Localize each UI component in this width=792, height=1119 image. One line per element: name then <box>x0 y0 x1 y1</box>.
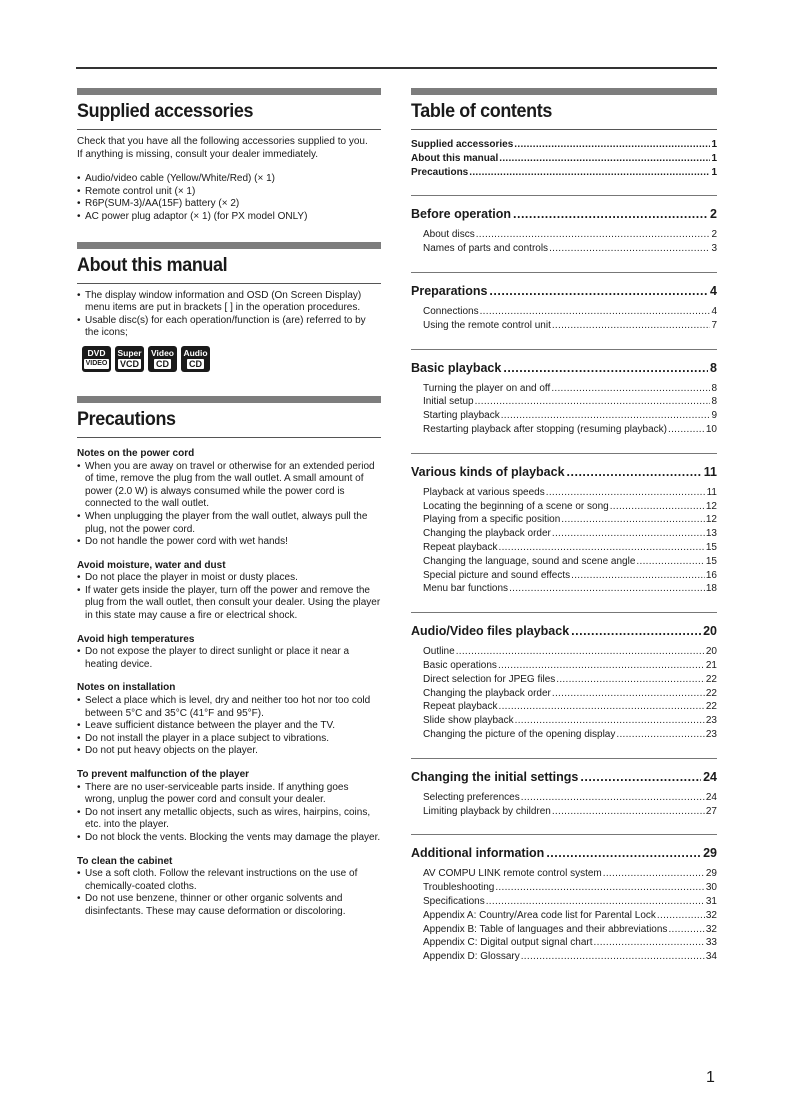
accessories-intro <box>77 136 381 161</box>
icon-bottom-label: VCD <box>119 359 139 370</box>
list-item: • The display window information and OSD (On Screen Display) menu items are put in brackets [ ] in the operation procedures. <box>77 290 381 315</box>
list-item: • When you are away on travel or otherwise for an extended period of time, remove the plug from the wall outlet. A small amount of power (2.0 W) is always consumed while the power cord is connected to the wall outlet. <box>77 461 381 511</box>
toc-leader-dots <box>513 206 708 222</box>
toc-entry[interactable] <box>423 700 717 714</box>
toc-page-number: 8 <box>711 382 717 394</box>
toc-entry-title: Appendix D: Glossary <box>423 951 520 963</box>
toc-group-rule <box>411 834 717 835</box>
toc-page-number: 34 <box>705 951 717 963</box>
list-item: • When unplugging the player from the wall outlet, always pull the plug, not the power cord. <box>77 511 381 536</box>
toc-entry[interactable] <box>423 486 717 500</box>
toc-page-number: 32 <box>705 923 717 935</box>
toc-leader-dots <box>521 791 705 805</box>
toc-entry-title: Additional information <box>411 846 545 861</box>
toc-entry-title: Changing the language, sound and scene angle <box>423 555 636 567</box>
toc-group-rule <box>411 453 717 454</box>
toc-leader-dots <box>546 845 701 861</box>
section-title: Precautions <box>77 407 176 430</box>
toc-groups <box>411 195 717 964</box>
toc-entry[interactable] <box>423 659 717 673</box>
toc-entry-title: Precautions <box>411 166 469 178</box>
toc-page-number: 3 <box>711 243 717 255</box>
toc-group-rule <box>411 612 717 613</box>
toc-entry-title: Playing from a specific position <box>423 514 561 526</box>
toc-leader-dots <box>551 382 710 396</box>
left-column <box>77 88 381 919</box>
toc-page-number: 12 <box>705 500 717 512</box>
precaution-list <box>77 572 381 622</box>
intro-line: Check that you have all the following accessories supplied to you. <box>77 136 368 147</box>
toc-entry-title: About this manual <box>411 152 499 164</box>
toc-entry[interactable] <box>423 555 717 569</box>
toc-group-rule <box>411 195 717 196</box>
section-rule <box>411 129 717 130</box>
toc-page-number: 32 <box>705 909 717 921</box>
toc-page-number: 2 <box>710 207 717 222</box>
toc-leader-dots <box>501 409 711 423</box>
toc-entry-title: Starting playback <box>423 410 500 422</box>
right-column <box>411 88 717 964</box>
precautions-section <box>77 396 381 919</box>
toc-entry-title: AV COMPU LINK remote control system <box>423 868 602 880</box>
icon-top-label: Video <box>151 348 174 359</box>
toc-entry[interactable] <box>423 645 717 659</box>
subsection-heading: Notes on installation <box>77 682 176 694</box>
toc-entry[interactable] <box>423 409 717 423</box>
toc-entry[interactable] <box>423 228 717 242</box>
toc-entry-title: Special picture and sound effects <box>423 569 571 581</box>
toc-entry-title: Locating the beginning of a scene or song <box>423 500 609 512</box>
toc-leader-dots <box>561 513 705 527</box>
toc-page-number: 23 <box>705 715 717 727</box>
toc-page-number: 29 <box>705 868 717 880</box>
list-item: • Do not use benzene, thinner or other organic solvents and disinfectants. These may cause deformation or discoloring. <box>77 893 381 918</box>
toc-entry[interactable] <box>423 791 717 805</box>
toc-entry[interactable] <box>423 805 717 819</box>
toc-group-rule <box>411 349 717 350</box>
toc-entry-title: Appendix A: Country/Area code list for Parental Lock <box>423 909 656 921</box>
toc-page-number: 21 <box>705 659 717 671</box>
toc-page-number: 20 <box>705 646 717 658</box>
toc-entry-title: Using the remote control unit <box>423 319 551 331</box>
toc-entry[interactable] <box>423 867 717 881</box>
toc-page-number: 4 <box>710 283 717 298</box>
section-bar <box>77 242 381 249</box>
toc-entry[interactable] <box>423 500 717 514</box>
supplied-accessories-section <box>77 88 381 224</box>
list-item: • Usable disc(s) for each operation/function is (are) referred to by the icons; <box>77 315 381 340</box>
toc-page-number: 1 <box>711 139 717 150</box>
list-item: • AC power plug adaptor (× 1) (for PX model ONLY) <box>77 211 381 224</box>
toc-entry-title: About discs <box>423 229 475 241</box>
toc-leader-dots <box>476 228 711 242</box>
toc-page-number: 11 <box>706 486 717 498</box>
toc-entry[interactable] <box>423 923 717 937</box>
list-item: • Do not put heavy objects on the player. <box>77 745 381 758</box>
toc-entry-title: Changing the playback order <box>423 687 551 699</box>
toc-entry[interactable] <box>423 527 717 541</box>
toc-entry-title: Names of parts and controls <box>423 243 549 255</box>
toc-leader-dots <box>567 464 702 480</box>
toc-entry-title: Changing the playback order <box>423 528 551 540</box>
toc-entry[interactable] <box>423 728 717 742</box>
toc-page-number: 33 <box>705 937 717 949</box>
toc-leader-dots <box>636 555 704 569</box>
subsection-heading: To clean the cabinet <box>77 855 173 867</box>
toc-entry-title: Restarting playback after stopping (resuming playback) <box>423 423 668 435</box>
subsection-heading: Avoid high temperatures <box>77 633 195 645</box>
toc-leader-dots <box>486 895 705 909</box>
list-item: • Do not expose the player to direct sunlight or place it near a heating device. <box>77 646 381 671</box>
toc-leader-dots <box>668 923 704 937</box>
toc-group-items <box>411 228 717 256</box>
toc-page-number: 24 <box>703 769 717 784</box>
list-item: • Do not install the player in a place subject to vibrations. <box>77 733 381 746</box>
toc-page-number: 22 <box>705 673 717 685</box>
toc-group-heading[interactable] <box>411 623 717 639</box>
toc-page-number: 1 <box>711 152 717 164</box>
toc-page-number: 27 <box>705 805 717 817</box>
toc-leader-dots <box>552 319 711 333</box>
list-item: • Do not place the player in moist or dusty places. <box>77 572 381 585</box>
section-rule <box>77 437 381 438</box>
precaution-list <box>77 782 381 845</box>
toc-group <box>411 758 717 819</box>
toc-page-number: 16 <box>705 569 717 581</box>
toc-page-number: 31 <box>705 895 717 907</box>
toc-leader-dots <box>549 242 710 256</box>
toc-group <box>411 612 717 742</box>
toc-entry[interactable] <box>423 936 717 950</box>
toc-group-items <box>411 486 717 596</box>
section-title: Supplied accessories <box>77 100 254 122</box>
icon-top-label: Super <box>117 348 142 359</box>
toc-entry-title: Limiting playback by children <box>423 805 551 817</box>
super-vcd-icon <box>115 346 144 372</box>
toc-entry-title: Slide show playback <box>423 715 514 727</box>
toc-page-number: 7 <box>711 319 717 331</box>
list-item: • Select a place which is level, dry and neither too hot nor too cold between 5°C and 35°C (41°F and 95°F). <box>77 695 381 720</box>
icon-bottom-label: CD <box>189 359 202 370</box>
video-cd-icon <box>148 346 177 372</box>
toc-leader-dots <box>499 700 705 714</box>
toc-entry-title: Audio/Video files playback <box>411 624 570 639</box>
toc-group-items <box>411 305 717 333</box>
toc-entry-title: Specifications <box>423 895 485 907</box>
toc-page-number: 11 <box>703 464 717 479</box>
toc-leader-dots <box>469 166 710 180</box>
toc-entry[interactable] <box>423 687 717 701</box>
toc-entry-title: Menu bar functions <box>423 583 509 595</box>
toc-entry-title: Initial setup <box>423 396 474 408</box>
toc-title: Table of contents <box>411 100 552 122</box>
toc-entry[interactable] <box>423 673 717 687</box>
icon-bottom-label: VIDEO <box>85 360 108 368</box>
toc-leader-dots <box>571 623 701 639</box>
dvd-video-icon <box>82 346 111 372</box>
list-item: • Leave sufficient distance between the player and the TV. <box>77 720 381 733</box>
precaution-list <box>77 868 381 918</box>
audio-cd-icon <box>181 346 210 372</box>
toc-group-heading[interactable] <box>411 283 717 299</box>
section-bar <box>77 396 381 403</box>
toc-page-number: 8 <box>711 396 717 408</box>
toc-group <box>411 195 717 256</box>
toc-leader-dots <box>499 152 710 166</box>
toc-entry-title: Supplied accessories <box>411 139 514 150</box>
toc-entry[interactable] <box>423 395 717 409</box>
intro-line: If anything is missing, consult your dealer immediately. <box>77 148 319 160</box>
toc-leader-dots <box>657 909 705 923</box>
toc-leader-dots <box>514 138 710 152</box>
toc-leader-dots <box>499 541 705 555</box>
precaution-list <box>77 646 381 671</box>
toc-leader-dots <box>495 881 705 895</box>
subsection-heading: Notes on the power cord <box>77 447 195 459</box>
page-number: 1 <box>706 1069 715 1086</box>
toc-entry[interactable] <box>423 541 717 555</box>
precaution-list <box>77 695 381 758</box>
toc-leader-dots <box>556 673 705 687</box>
toc-entry[interactable] <box>423 950 717 964</box>
subsection-heading: To prevent malfunction of the player <box>77 769 250 780</box>
toc-leader-dots <box>546 486 706 500</box>
toc-group-rule <box>411 272 717 273</box>
toc-group-items <box>411 382 717 437</box>
toc-group <box>411 349 717 437</box>
about-manual-list <box>77 290 381 340</box>
toc-group-heading[interactable] <box>411 464 717 480</box>
section-title: About this manual <box>77 253 228 276</box>
toc-entry[interactable] <box>423 895 717 909</box>
toc-entry-title: Changing the initial settings <box>411 769 579 784</box>
disc-icons <box>82 346 381 372</box>
toc-page-number: 4 <box>711 305 717 317</box>
toc-group <box>411 453 717 596</box>
toc-page-number: 22 <box>705 687 717 699</box>
toc-page-number: 15 <box>705 541 717 553</box>
toc-entry-title: Appendix C: Digital output signal chart <box>423 937 593 949</box>
list-item: • There are no user-serviceable parts inside. If anything goes wrong, unplug the power cord and consult your dealer. <box>77 782 381 807</box>
toc-entry-title: Repeat playback <box>423 701 498 713</box>
toc-leader-dots <box>480 305 711 319</box>
toc-group-heading[interactable] <box>411 360 717 376</box>
toc-leader-dots <box>489 283 708 299</box>
top-rule <box>76 67 717 69</box>
toc-leader-dots <box>594 936 705 950</box>
toc-page-number: 24 <box>705 791 717 803</box>
toc-entry[interactable] <box>423 582 717 596</box>
toc-entry-title: Connections <box>423 305 479 317</box>
toc-entry[interactable] <box>411 138 717 152</box>
toc-entry-title: Basic playback <box>411 360 502 375</box>
toc-entry[interactable] <box>423 319 717 333</box>
toc-page-number: 13 <box>705 528 717 540</box>
toc-entry[interactable] <box>423 305 717 319</box>
toc-leader-dots <box>571 569 705 583</box>
toc-group <box>411 272 717 333</box>
toc-entry[interactable] <box>423 909 717 923</box>
toc-leader-dots <box>616 728 705 742</box>
toc-entry-title: Troubleshooting <box>423 882 495 894</box>
toc-leader-dots <box>521 950 705 964</box>
accessories-list <box>77 173 381 223</box>
toc-group-items <box>411 645 717 742</box>
toc-page-number: 2 <box>711 229 717 241</box>
toc-page-number: 18 <box>705 583 717 595</box>
list-item: • Use a soft cloth. Follow the relevant instructions on the use of chemically-coated cloths. <box>77 868 381 893</box>
toc-page-number: 8 <box>710 360 717 375</box>
about-manual-section <box>77 242 381 372</box>
toc-page-number: 12 <box>705 514 717 526</box>
toc-page-number: 23 <box>705 728 717 740</box>
section-bar <box>77 88 381 95</box>
section-rule <box>77 283 381 284</box>
toc-leader-dots <box>552 687 705 701</box>
list-item: • If water gets inside the player, turn off the power and remove the plug from the wall outlet, then consult your dealer. Using the player in this state may cause a fire or electrical shock. <box>77 585 381 623</box>
toc-group <box>411 834 717 964</box>
toc-entry[interactable] <box>423 881 717 895</box>
list-item: • R6P(SUM-3)/AA(15F) battery (× 2) <box>77 198 381 211</box>
icon-bottom-label: CD <box>156 359 169 370</box>
toc-leader-dots <box>603 867 705 881</box>
section-bar <box>411 88 717 95</box>
toc-leader-dots <box>503 360 708 376</box>
toc-entry[interactable] <box>423 513 717 527</box>
list-item: • Do not handle the power cord with wet hands! <box>77 536 381 549</box>
toc-group-items <box>411 867 717 964</box>
toc-entry-title: Direct selection for JPEG files <box>423 673 556 685</box>
toc-page-number: 29 <box>703 846 717 861</box>
subsection-heading: Avoid moisture, water and dust <box>77 559 226 571</box>
toc-entry[interactable] <box>411 152 717 166</box>
toc-group-rule <box>411 758 717 759</box>
toc-entry-title: Basic operations <box>423 659 497 671</box>
toc-leader-dots <box>668 423 705 437</box>
toc-group-items <box>411 791 717 819</box>
list-item: • Do not block the vents. Blocking the vents may damage the player. <box>77 832 381 845</box>
toc-leader-dots <box>498 659 705 673</box>
toc-leader-dots <box>552 527 705 541</box>
toc-entry-title: Selecting preferences <box>423 791 520 803</box>
toc-entry-title: Preparations <box>411 283 488 298</box>
toc-entry[interactable] <box>423 423 717 437</box>
precaution-list <box>77 461 381 549</box>
list-item: • Audio/video cable (Yellow/White/Red) (× 1) <box>77 173 381 186</box>
icon-top-label: Audio <box>183 348 208 359</box>
list-item: • Do not insert any metallic objects, such as wires, hairpins, coins, etc. into the player. <box>77 807 381 832</box>
toc-entry-title: Various kinds of playback <box>411 464 565 479</box>
toc-entry-title: Playback at various speeds <box>423 486 545 498</box>
toc-entry-title: Repeat playback <box>423 541 498 553</box>
toc-entry[interactable] <box>423 569 717 583</box>
toc-entry-title: Before operation <box>411 207 512 222</box>
toc-page-number: 9 <box>711 410 717 422</box>
toc-entry-title: Changing the picture of the opening display <box>423 728 616 740</box>
toc-group-heading[interactable] <box>411 206 717 222</box>
toc-first-entries <box>411 138 717 179</box>
toc-entry-title: Outline <box>423 646 455 658</box>
toc-page-number: 10 <box>705 423 717 435</box>
toc-entry[interactable] <box>423 714 717 728</box>
toc-page-number: 15 <box>705 555 717 567</box>
list-item: • Remote control unit (× 1) <box>77 186 381 199</box>
toc-page-number: 1 <box>711 166 717 178</box>
toc-entry-title: Appendix B: Table of languages and their abbreviations <box>423 923 668 935</box>
toc-leader-dots <box>552 805 705 819</box>
toc-entry[interactable] <box>411 166 717 180</box>
toc-entry[interactable] <box>423 242 717 256</box>
toc-leader-dots <box>456 645 705 659</box>
toc-page-number: 22 <box>705 701 717 713</box>
icon-top-label: DVD <box>87 348 106 359</box>
toc-page-number: 30 <box>705 882 717 894</box>
toc-leader-dots <box>475 395 711 409</box>
toc-group-heading[interactable] <box>411 845 717 861</box>
toc-entry-title: Turning the player on and off <box>423 382 551 394</box>
toc-leader-dots <box>610 500 705 514</box>
toc-leader-dots <box>515 714 705 728</box>
toc-page-number: 20 <box>703 624 717 639</box>
toc-entry[interactable] <box>423 382 717 396</box>
toc-group-heading[interactable] <box>411 769 717 785</box>
section-rule <box>77 129 381 130</box>
toc-leader-dots <box>509 582 705 596</box>
toc-leader-dots <box>580 769 701 785</box>
